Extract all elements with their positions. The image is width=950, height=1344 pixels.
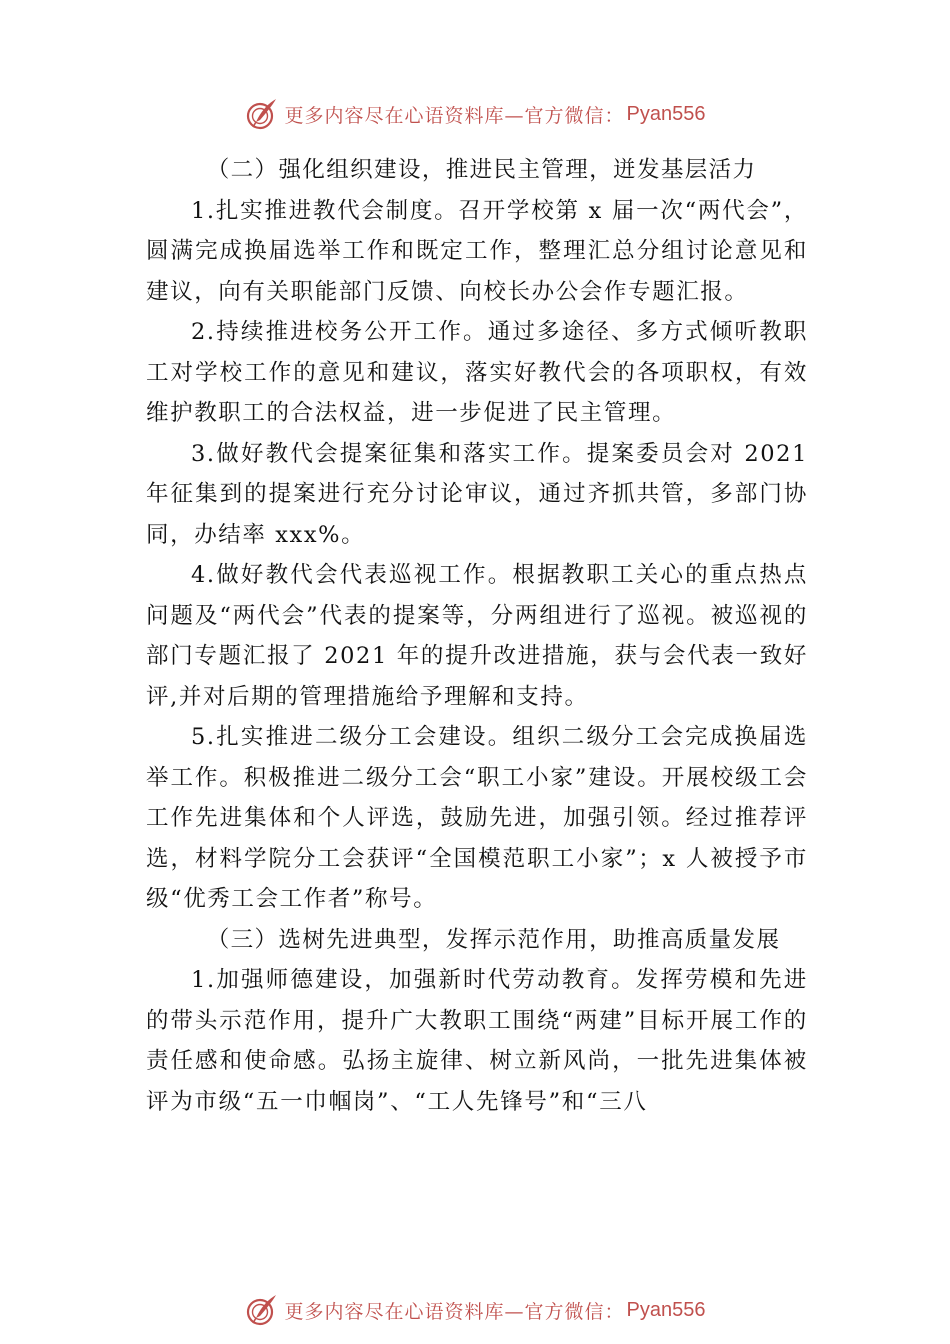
paragraph-2-5: 5.扎实推进二级分工会建设。组织二级分工会完成换届选举工作。积极推进二级分工会“职工小家”建设。开展校级工会工作先进集体和个人评选，鼓励先进，加强引领。经过推荐评选，材料学院分工会获评“全国模范职工小家”；x 人被授予市级“优秀工会工作者”称号。 (146, 724, 808, 912)
paragraph-2-3: 3.做好教代会提案征集和落实工作。提案委员会对 2021 年征集到的提案进行充分讨论审议，通过齐抓共管，多部门协同，办结率 xxx%。 (146, 440, 808, 548)
watermark-text: 更多内容尽在心语资料库—官方微信： (284, 1300, 625, 1323)
quill-logo-icon (245, 1293, 279, 1327)
document-body (146, 150, 808, 1122)
quill-logo-icon (245, 97, 279, 131)
watermark-id: Pyan556 (626, 1298, 706, 1321)
paragraph-3-1: 1.加强师德建设，加强新时代劳动教育。发挥劳模和先进的带头示范作用，提升广大教职工围绕“两建”目标开展工作的责任感和使命感。弘扬主旋律、树立新风尚，一批先进集体被评为市级“五一巾帼岗”、“工人先锋号”和“三八 (146, 967, 808, 1115)
watermark-text: 更多内容尽在心语资料库—官方微信： (284, 104, 625, 127)
paragraph-2-4: 4.做好教代会代表巡视工作。根据教职工关心的重点热点问题及“两代会”代表的提案等，分两组进行了巡视。被巡视的部门专题汇报了 2021 年的提升改进措施，获与会代表一致好评,并对后期的管理措施给予理解和支持。 (146, 562, 808, 710)
watermark-footer (0, 1290, 950, 1330)
paragraph-2-1: 1.扎实推进教代会制度。召开学校第 x 届一次“两代会”，圆满完成换届选举工作和既定工作，整理汇总分组讨论意见和建议，向有关职能部门反馈、向校长办公会作专题汇报。 (146, 197, 808, 305)
section-heading-2: （二）强化组织建设，推进民主管理，迸发基层活力 (206, 157, 757, 183)
paragraph-2-2: 2.持续推进校务公开工作。通过多途径、多方式倾听教职工对学校工作的意见和建议，落实好教代会的各项职权，有效维护教职工的合法权益，进一步促进了民主管理。 (146, 319, 808, 426)
watermark-header (0, 94, 950, 134)
section-heading-3: （三）选树先进典型，发挥示范作用，助推高质量发展 (206, 926, 781, 953)
watermark-id: Pyan556 (626, 102, 706, 125)
